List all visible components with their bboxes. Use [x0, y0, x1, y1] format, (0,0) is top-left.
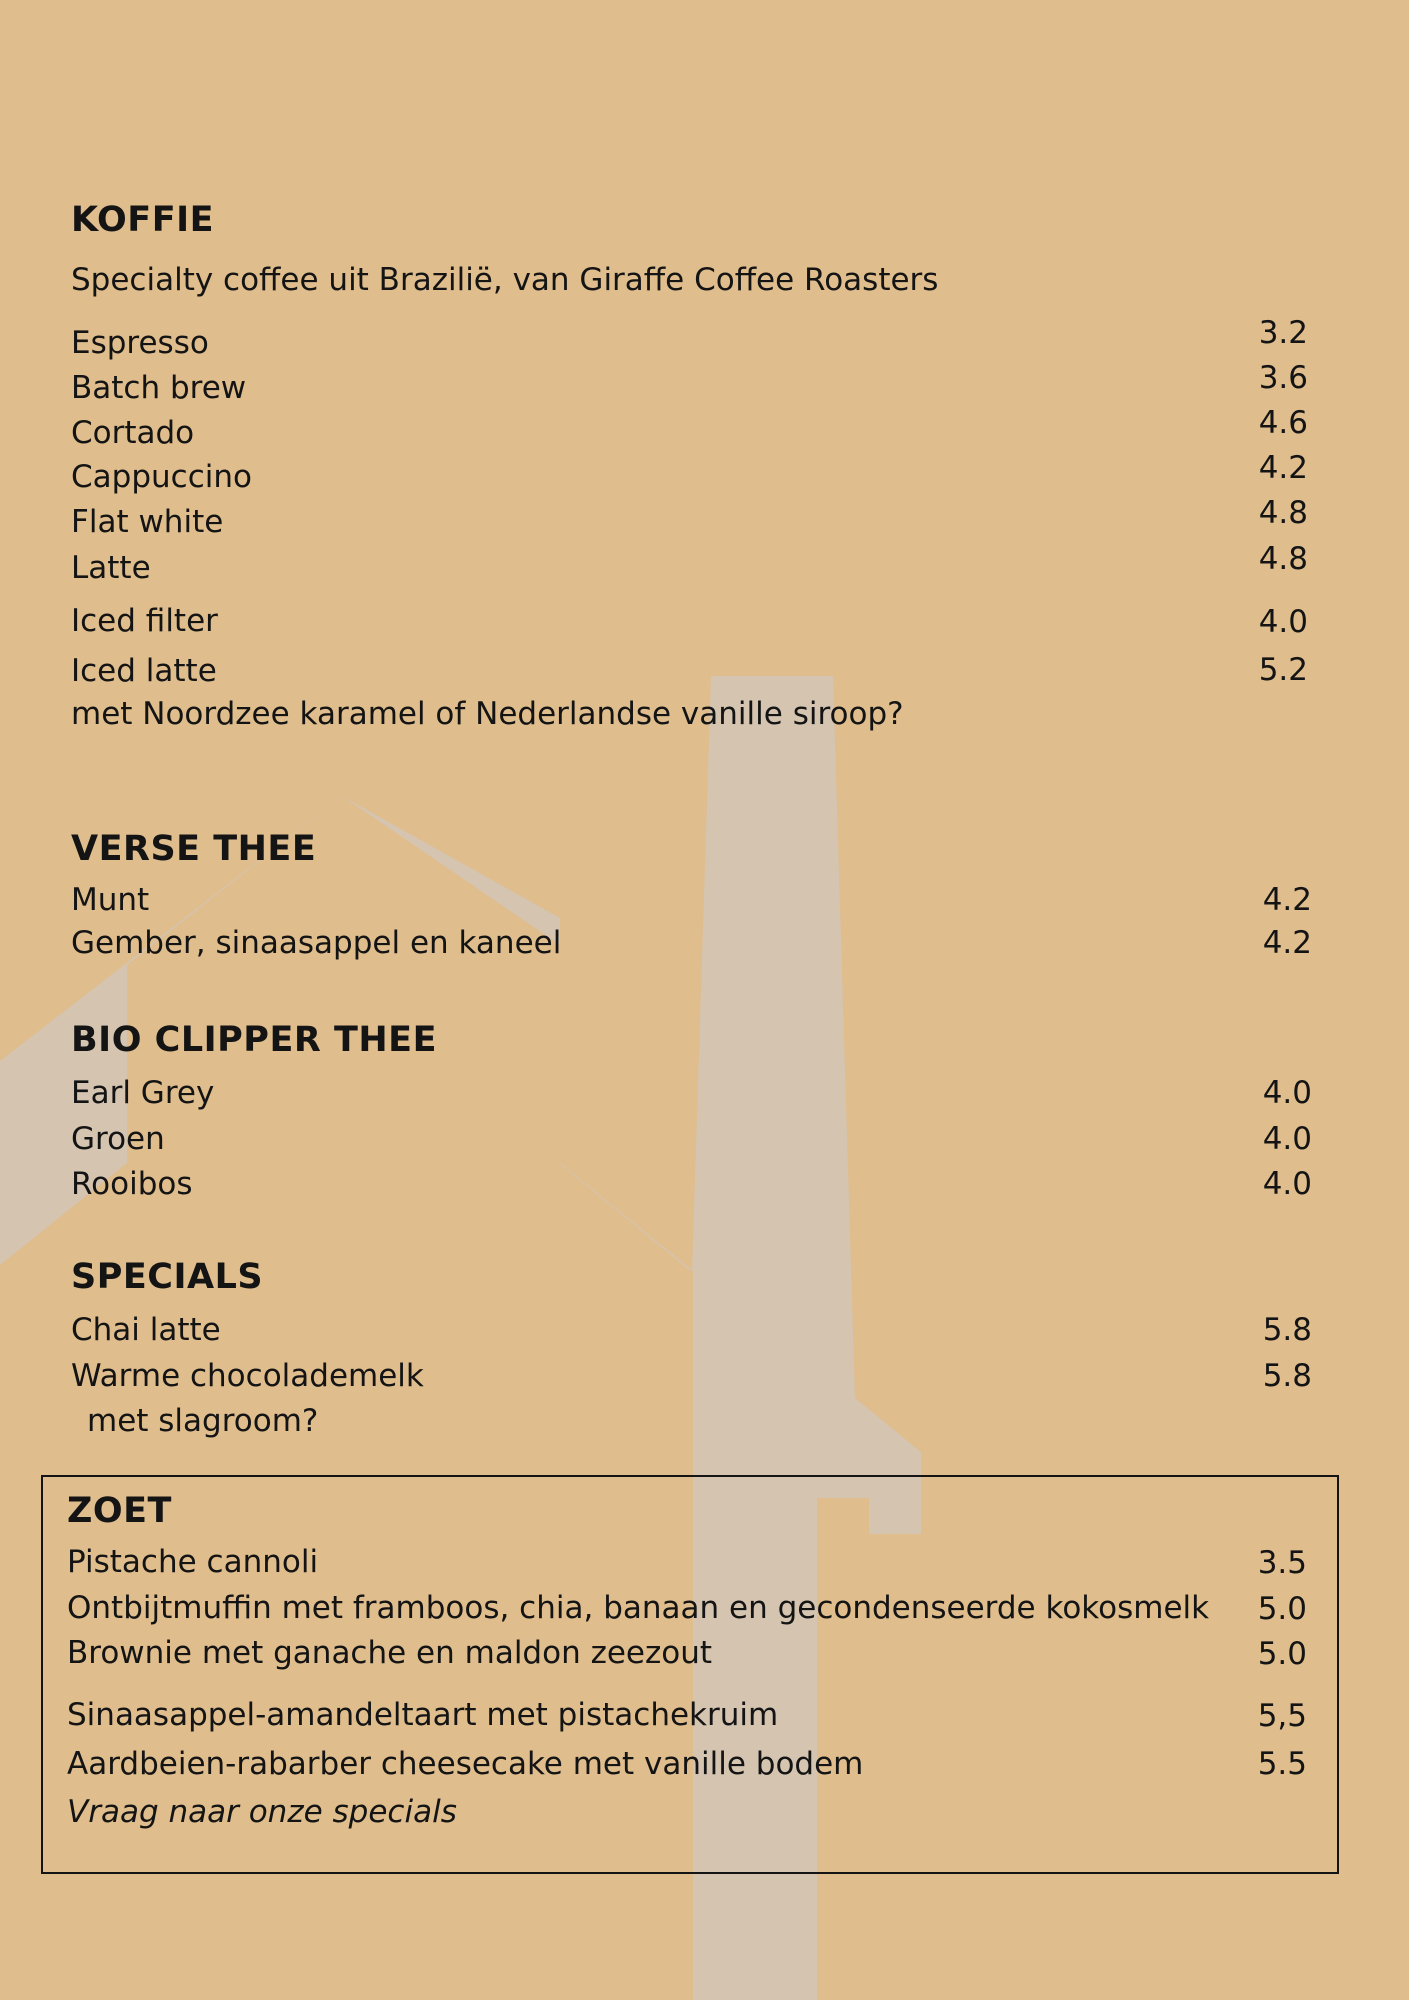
- menu-item-name: Batch brew: [71, 370, 247, 406]
- menu-item-name: Flat white: [71, 504, 224, 540]
- menu-item-name: Warme chocolademelk: [71, 1358, 424, 1394]
- menu-item-name: Iced filter: [71, 603, 218, 639]
- menu-item-price: 5.2: [1258, 652, 1308, 688]
- menu-item-name: Latte: [71, 550, 151, 586]
- menu-item-price: 5.8: [1262, 1312, 1312, 1348]
- specials-note: met slagroom?: [87, 1403, 319, 1439]
- menu-item-price: 4.8: [1258, 541, 1308, 577]
- section-title-specials: SPECIALS: [71, 1257, 264, 1297]
- menu-item-name: Espresso: [71, 325, 209, 361]
- menu-item-price: 4.0: [1262, 1075, 1312, 1111]
- menu-item-name: Sinaasappel-amandeltaart met pistachekruim: [67, 1697, 779, 1733]
- menu-item-name: Iced latte: [71, 653, 217, 689]
- section-title-koffie: KOFFIE: [71, 200, 215, 240]
- zoet-note: Vraag naar onze specials: [67, 1794, 457, 1830]
- menu-item-name: Pistache cannoli: [67, 1544, 319, 1580]
- section-title-zoet: ZOET: [67, 1491, 172, 1531]
- section-title-bio-clipper-thee: BIO CLIPPER THEE: [71, 1020, 437, 1060]
- menu-item-name: Chai latte: [71, 1312, 221, 1348]
- menu-item-price: 4.2: [1262, 882, 1312, 918]
- menu-item-name: Ontbijtmuffin met framboos, chia, banaan en gecondenseerde kokosmelk: [67, 1590, 1210, 1626]
- menu-item-price: 4.2: [1258, 450, 1308, 486]
- menu-item-name: Groen: [71, 1121, 165, 1157]
- menu-item-name: Munt: [71, 882, 150, 918]
- menu-item-name: Gember, sinaasappel en kaneel: [71, 925, 562, 961]
- menu-item-price: 5.0: [1257, 1636, 1307, 1672]
- koffie-subtitle: Specialty coffee uit Brazilië, van Giraffe Coffee Roasters: [71, 262, 939, 298]
- menu-item-price: 4.0: [1258, 604, 1308, 640]
- menu-item-price: 4.0: [1262, 1166, 1312, 1202]
- menu-item-price: 5.0: [1257, 1591, 1307, 1627]
- menu-item-price: 3.2: [1258, 315, 1308, 351]
- section-title-verse-thee: VERSE THEE: [71, 829, 317, 869]
- menu-item-name: Cortado: [71, 415, 195, 451]
- menu-item-price: 5,5: [1257, 1698, 1307, 1734]
- menu-item-name: Earl Grey: [71, 1075, 215, 1111]
- menu-item-name: Rooibos: [71, 1166, 193, 1202]
- menu-item-price: 4.8: [1258, 495, 1308, 531]
- menu-item-price: 4.6: [1258, 405, 1308, 441]
- menu-item-name: Brownie met ganache en maldon zeezout: [67, 1635, 713, 1671]
- menu-item-price: 5.8: [1262, 1358, 1312, 1394]
- menu-item-price: 4.2: [1262, 925, 1312, 961]
- menu-item-price: 5.5: [1257, 1746, 1307, 1782]
- menu-item-price: 3.6: [1258, 360, 1308, 396]
- koffie-note: met Noordzee karamel of Nederlandse vanille siroop?: [71, 696, 904, 732]
- menu-item-price: 3.5: [1257, 1545, 1307, 1581]
- menu-item-price: 4.0: [1262, 1121, 1312, 1157]
- menu-item-name: Cappuccino: [71, 459, 252, 495]
- menu-item-name: Aardbeien-rabarber cheesecake met vanille bodem: [67, 1746, 864, 1782]
